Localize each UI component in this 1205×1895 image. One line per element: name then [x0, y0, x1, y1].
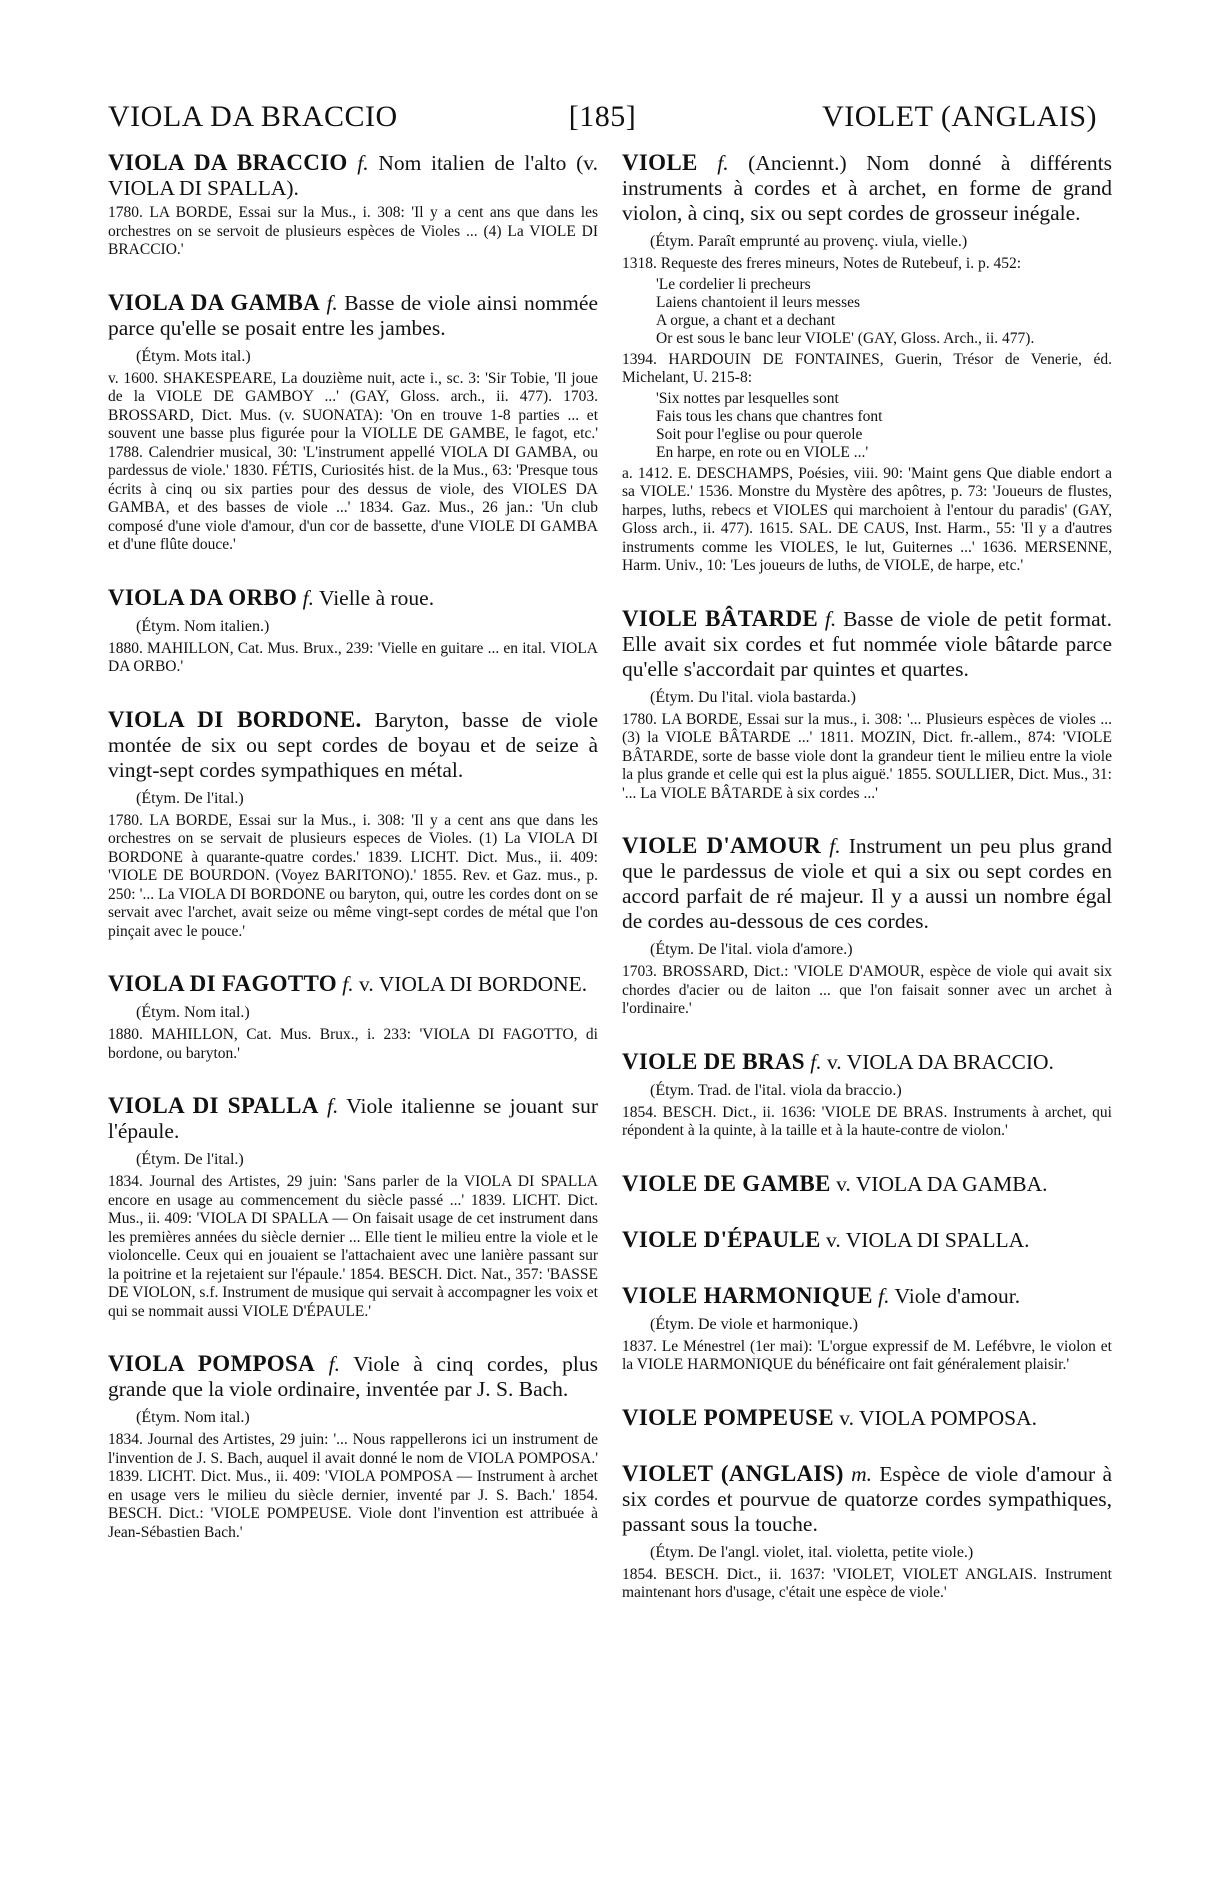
headword: VIOLA POMPOSA [108, 1351, 316, 1376]
citations: 1318. Requeste des freres mineurs, Notes de Rutebeuf, i. p. 452: [622, 255, 1022, 272]
headword: VIOLA DA GAMBA [108, 289, 321, 315]
citations: 1837. Le Ménestrel (1er mai): 'L'orgue expressif de M. Lefébvre, le violon et la VIOLE HARMONIQUE du bénéficaire ont fait généralement plaisir.' [622, 1337, 1112, 1373]
entry-viole-d-epaule [622, 1227, 1112, 1253]
gender: f. [302, 585, 314, 610]
entry-definition [108, 971, 598, 997]
definition-text: Baryton, basse de viole montée de six ou sept cordes de boyau et de seize à vingt-sept cordes sympathiques en métal. [108, 707, 598, 782]
etymology: (Étym. De l'ital.) [136, 789, 244, 807]
headword: VIOLE DE BRAS [622, 1048, 805, 1074]
entry-viole-pompeuse [622, 1405, 1112, 1431]
citations: 1780. LA BORDE, Essai sur la mus., i. 308: '... Plusieurs espèces de violes ... (3) la VIOLE BÂTARDE ...' 1811. MOZIN, Dict. fr.-allem., 874: 'VIOLE BÂTARDE, sorte de basse viole dont la grandeur tient le milieu entre la viole la plus grande et celle qui est la plus aiguë.' 1855. SOULLIER, Dict. Mus., 31: '... La VIOLE BÂTARDE à six cordes ...' [622, 710, 1112, 802]
definition-text: Vielle à roue. [318, 585, 435, 610]
entry-definition [622, 1283, 1112, 1309]
entry-definition [108, 585, 598, 611]
entry-definition [622, 1461, 1112, 1537]
gender: f. [824, 606, 837, 631]
entry-viola-pomposa [108, 1351, 598, 1542]
gender: f. [326, 1094, 339, 1118]
entry-viola-di-spalla [108, 1093, 598, 1321]
entry-definition [622, 1405, 1112, 1431]
headword: VIOLE DE GAMBE [622, 1170, 831, 1196]
entry-viole-de-gambe [622, 1171, 1112, 1197]
etymology: (Étym. Nom ital.) [136, 1004, 250, 1021]
entry-viola-da-braccio [108, 150, 598, 260]
entry-definition [622, 1227, 1112, 1253]
definition-text: v. VIOLA DA GAMBA. [836, 1171, 1048, 1196]
gender: f. [328, 1352, 340, 1376]
entry-definition [622, 1171, 1112, 1197]
entry-viole-batarde [622, 606, 1112, 804]
entry-definition [108, 707, 598, 783]
etymology: (Étym. Du l'ital. viola bastarda.) [650, 688, 856, 706]
etymology: (Étym. Paraît emprunté au provenç. viula, vielle.) [650, 233, 968, 250]
etymology: (Étym. De l'ital. viola d'amore.) [650, 941, 853, 958]
citations: 1854. BESCH. Dict., ii. 1637: 'VIOLET, VIOLET ANGLAIS. Instrument maintenant hors d'usage, c'était une espèce de viole.' [622, 1565, 1112, 1601]
headword: VIOLE D'ÉPAULE [622, 1226, 821, 1252]
headword: VIOLE BÂTARDE [622, 605, 819, 631]
citations: 1703. BROSSARD, Dict.: 'VIOLE D'AMOUR, espèce de viole qui avait six chordes d'acier ou de laiton ... que l'on faisait sonner avec un archet à l'ordinaire.' [622, 963, 1112, 1017]
etymology: (Étym. De viole et harmonique.) [650, 1315, 858, 1333]
etymology: (Étym. De l'ital.) [136, 1151, 244, 1168]
entry-viole-harmonique [622, 1283, 1112, 1375]
left-column [108, 150, 598, 1572]
definition-text: Nom italien de l'alto (v. VIOLA DI SPALLA). [108, 151, 598, 200]
headword: VIOLE D'AMOUR [622, 833, 822, 858]
definition-text: Espèce de viole d'amour à six cordes et pourvue de quatorze cordes sympathiques, passant sous la touche. [622, 1461, 1113, 1536]
entry-definition [108, 150, 598, 201]
gender: f. [717, 151, 729, 175]
definition-text: Viole italienne se jouant sur l'épaule. [108, 1094, 598, 1143]
headword: VIOLA DA ORBO [108, 584, 298, 610]
definition-text: v. VIOLA DI BORDONE. [359, 972, 588, 996]
running-head [108, 100, 1097, 144]
entry-definition [108, 1093, 598, 1144]
citations: 1780. LA BORDE, Essai sur la Mus., i. 308: 'Il y a cent ans que dans les orchestres on se servait de plusieurs especes de Violes. (1) La VIOLA DI BORDONE à quarante-quatre cordes.' 1839. LICHT. Dict. Mus., ii. 409: 'VIOLE DE BOURDON. (Voyez BARITONO).' 1855. Rev. et Gaz. mus., p. 250: '... La VIOLA DI BORDONE ou baryton, qui, outre les cordes dont on se servait avec l'archet, avait seize ou même vingt-sept cordes de métal que l'on pinçait avec le pouce.' [108, 811, 598, 940]
verse-quotation: 'Le cordelier li precheurs Laiens chantoient il leurs messes A orgue, a chant et a dechant Or est sous le banc leur VIOLE' (GAY, Gloss. Arch., ii. 477). [656, 275, 1035, 347]
entry-definition [622, 833, 1112, 934]
definition-text: (Anciennt.) Nom donné à différents instruments à cordes et à archet, en forme de grand violon, à cinq, six ou sept cordes de grosseur inégale. [622, 151, 1113, 225]
entry-viola-da-orbo [108, 585, 598, 677]
running-head-right: VIOLET (ANGLAIS) [822, 100, 1097, 133]
citations: 1834. Journal des Artistes, 29 juin: '... Nous rappellerons ici un instrument de l'invention de J. S. Bach, auquel il avait donné le nom de VIOLA POMPOSA.' 1839. LICHT. Dict. Mus., ii. 409: 'VIOLA POMPOSA — Instrument à archet en usage vers le milieu du siècle dernier, inventé par J. S. Bach.' 1854. BESCH. Dict.: 'VIOLE POMPEUSE. Viole dont l'invention est attribuée à Jean-Sébastien Bach.' [108, 1431, 598, 1541]
etymology: (Étym. Nom ital.) [136, 1409, 250, 1426]
headword: VIOLE [622, 150, 698, 175]
entry-viole [622, 150, 1112, 576]
gender: f. [878, 1283, 890, 1308]
citations: 1880. MAHILLON, Cat. Mus. Brux., 239: 'Vielle en guitare ... en ital. VIOLA DA ORBO.' [108, 639, 598, 675]
definition-text: v. VIOLA POMPOSA. [839, 1405, 1037, 1430]
entry-viole-de-bras [622, 1049, 1112, 1141]
gender: f. [829, 834, 841, 858]
gender: f. [342, 972, 354, 996]
entry-viola-da-gamba [108, 290, 598, 555]
running-head-left: VIOLA DA BRACCIO [108, 100, 398, 133]
headword: VIOLA DI BORDONE. [108, 706, 362, 732]
citations: 1880. MAHILLON, Cat. Mus. Brux., i. 233: 'VIOLA DI FAGOTTO, di bordone, ou baryton.' [108, 1026, 598, 1062]
verse-quotation: 'Six nottes par lesquelles sont Fais tous les chans que chantres font Soit pour l'eglise ou pour querole En harpe, en rote ou en VIOLE ...' [656, 389, 883, 461]
citations: 1394. HARDOUIN DE FONTAINES, Guerin, Trésor de Venerie, éd. Michelant, U. 215-8: [622, 350, 1112, 386]
definition-text: Basse de viole ainsi nommée parce qu'elle se posait entre les jambes. [108, 290, 598, 340]
headword: VIOLET (ANGLAIS) [622, 1460, 844, 1486]
definition-text: Viole d'amour. [894, 1283, 1021, 1308]
entry-definition [622, 1049, 1112, 1075]
page-number: [185] [568, 100, 637, 133]
entry-viola-di-fagotto [108, 971, 598, 1063]
citations: a. 1412. E. DESCHAMPS, Poésies, viii. 90: 'Maint gens Que diable endort a sa VIOLE.' 1536. Monstre du Mystère des apôtres, p. 73: 'Joueurs de flustes, harpes, luths, rebecs et VIOLES qui marchoient à l'entour du paradis' (GAY, Gloss arch., ii. 477). 1615. SAL. DE CAUS, Inst. Harm., 55: 'Il y a d'autres instruments comme les VIOLES, le lut, Guiternes ...' 1636. MERSENNE, Harm. Univ., 10: 'Les joueurs de luths, de VIOLE, de harpe, etc.' [622, 464, 1112, 574]
entry-violet-anglais [622, 1461, 1112, 1603]
citations: 1854. BESCH. Dict., ii. 1636: 'VIOLE DE BRAS. Instruments à archet, qui répondent à la quinte, à la taille et à la haute-contre de violon.' [622, 1103, 1112, 1139]
etymology: (Étym. Nom italien.) [136, 617, 270, 635]
definition-text: Viole à cinq cordes, plus grande que la viole ordinaire, inventée par J. S. Bach. [108, 1352, 598, 1401]
entry-viole-d-amour [622, 833, 1112, 1019]
etymology: (Étym. Mots ital.) [136, 347, 251, 365]
entry-viola-di-bordone [108, 707, 598, 942]
citations: 1834. Journal des Artistes, 29 juin: 'Sans parler de la VIOLA DI SPALLA encore en usage au commencement du siècle passé ...' 1839. LICHT. Dict. Mus., ii. 409: 'VIOLA DI SPALLA — On faisait usage de cet instrument dans les premières années du siècle dernier ... Elle tient le milieu entre la viole et le violoncelle. Ceux qui en jouaient se l'attachaient avec une lanière passant sur la poitrine et la rejetaient sur l'épaule.' 1854. BESCH. Dict. Nat., 357: 'BASSE DE VIOLON, s.f. Instrument de musique qui servait à accompagner les voix et qui se nommait aussi VIOLE D'ÉPAULE.' [108, 1173, 598, 1320]
headword: VIOLE HARMONIQUE [622, 1282, 873, 1308]
definition-text: Basse de viole de petit format. Elle avait six cordes et fut nommée viole bâtarde parce qu'elle s'accordait par quintes et quartes. [622, 606, 1112, 681]
headword: VIOLA DI FAGOTTO [108, 971, 337, 996]
definition-text: v. VIOLA DI SPALLA. [826, 1227, 1030, 1252]
entry-definition [108, 1351, 598, 1402]
definition-text: Instrument un peu plus grand que le pardessus de viole et qui a six ou sept cordes en accord parfait de ré majeur. Il y a aussi un nombre égal de cordes au-dessous de ces cordes. [622, 834, 1112, 933]
etymology: (Étym. De l'angl. violet, ital. violetta, petite viole.) [650, 1543, 974, 1561]
entry-definition [622, 606, 1112, 682]
headword: VIOLA DA BRACCIO [108, 150, 348, 175]
definition-text: v. VIOLA DA BRACCIO. [826, 1049, 1054, 1074]
gender: f. [357, 151, 369, 175]
etymology: (Étym. Trad. de l'ital. viola da braccio.) [650, 1081, 902, 1099]
gender: f. [810, 1049, 822, 1074]
gender: f. [326, 290, 338, 315]
citations: v. 1600. SHAKESPEARE, La douzième nuit, acte i., sc. 3: 'Sir Tobie, 'Il joue de la VIOLE DE GAMBOY ...' (GAY, Gloss. arch., ii. 477). 1703. BROSSARD, Dict. Mus. (v. SUONATA): 'On en trouve 1-8 parties ... et souvent une basse plus figurée pour la VIOLLE DE GAMBE, le fagot, etc.' 1788. Calendrier musical, 30: 'L'instrument appellé VIOLA DI GAMBA, ou pardessus de viole.' 1830. FÉTIS, Curiosités hist. de la Mus., 63: 'Presque tous écrits à cinq ou six parties pour des dessus de viole, des VIOLES DA GAMBA, et des basses de viole ...' 1834. Gaz. Mus., 26 jan.: 'Un club composé d'une viole d'amour, d'un cor de bassette, d'une VIOLE DI GAMBA et d'une flûte douce.' [108, 369, 598, 553]
entry-definition [108, 290, 598, 341]
headword: VIOLA DI SPALLA [108, 1093, 319, 1118]
citations: 1780. LA BORDE, Essai sur la Mus., i. 308: 'Il y a cent ans que dans les orchestres on se servoit de plusieurs espèces de Violes ... (4) La VIOLE DI BRACCIO.' [108, 204, 598, 258]
entry-definition [622, 150, 1112, 226]
headword: VIOLE POMPEUSE [622, 1404, 834, 1430]
gender: m. [851, 1461, 872, 1486]
right-column [622, 150, 1112, 1633]
